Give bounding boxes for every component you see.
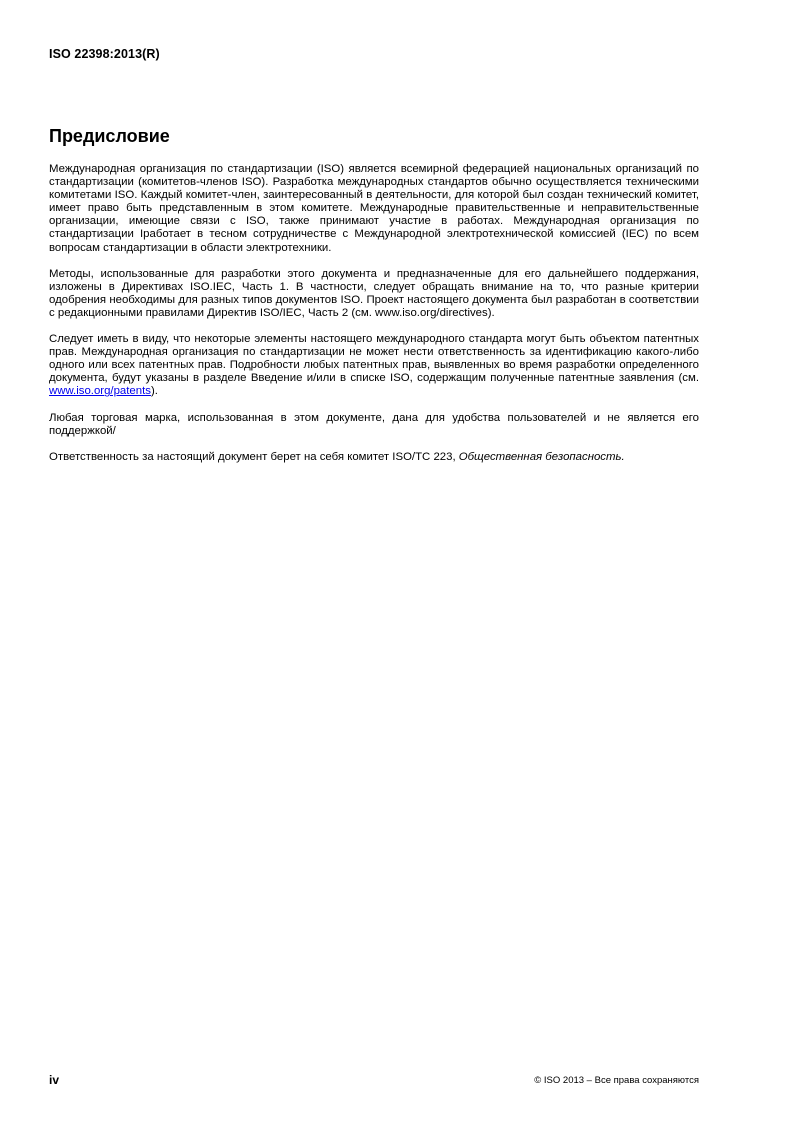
page-title: Предисловие bbox=[49, 126, 170, 146]
foreword-paragraph-1: Международная организация по стандартизации (ISO) является всемирной федерацией национальных организаций по стандартизации (комитетов-членов ISO). Разработка международных стандартов обычно осуществляется техническими комитетами ISO. Каждый комитет-член, заинтересованный в деятельности, для которой был создан технический комитет, имеет право быть представленным в этом комитете. Международные правительственные и неправительственные организации, имеющие связи с ISO, также принимают участие в работах. Международная организация по стандартизации Iработает в тесном сотрудничестве с Международной электротехнической комиссией (IEC) по всем вопросам стандартизации в области электротехники. bbox=[49, 163, 699, 254]
copyright-notice: © ISO 2013 – Все права сохраняются bbox=[534, 1075, 699, 1086]
paragraph-3-text: Следует иметь в виду, что некоторые элементы настоящего международного стандарта могут быть объектом патентных прав. Международная организация по стандартизации не может нести ответственность за идентификацию какого-либо одного или всех патентных прав. Подробности любых патентных прав, выявленных во время разработки определенного документа, будут указаны в разделе Введение и/или в списке ISO, содержащим полученные патентные заявления (см. bbox=[49, 333, 699, 385]
paragraph-3-closing: ). bbox=[150, 385, 158, 398]
patents-link[interactable]: www.iso.org/patents bbox=[49, 385, 151, 398]
document-id-header: ISO 22398:2013(R) bbox=[49, 47, 160, 61]
foreword-paragraph-5 bbox=[49, 451, 699, 464]
committee-subject: Общественная безопасность bbox=[458, 450, 622, 463]
foreword-paragraph-4: Любая торговая марка, использованная в этом документе, дана для удобства пользователей и не является его поддержкой/ bbox=[49, 411, 699, 437]
foreword-body bbox=[49, 163, 699, 477]
paragraph-5-text: Ответственность за настоящий документ берет на себя комитет ISO/TC 223, bbox=[49, 450, 459, 463]
foreword-paragraph-3 bbox=[49, 333, 699, 398]
foreword-paragraph-2: Методы, использованные для разработки этого документа и предназначенные для его дальнейшего поддержания, изложены в Директивах ISO.IEC, Часть 1. В частности, следует обращать внимание на то, что разные критерии одобрения необходимы для разных типов документов ISO. Проект настоящего документа был разработан в соответствии с редакционными правилами Директив ISO/IEC, Часть 2 (см. www.iso.org/directives). bbox=[49, 267, 699, 319]
paragraph-5-closing: . bbox=[621, 450, 625, 463]
page-number: iv bbox=[49, 1073, 60, 1087]
